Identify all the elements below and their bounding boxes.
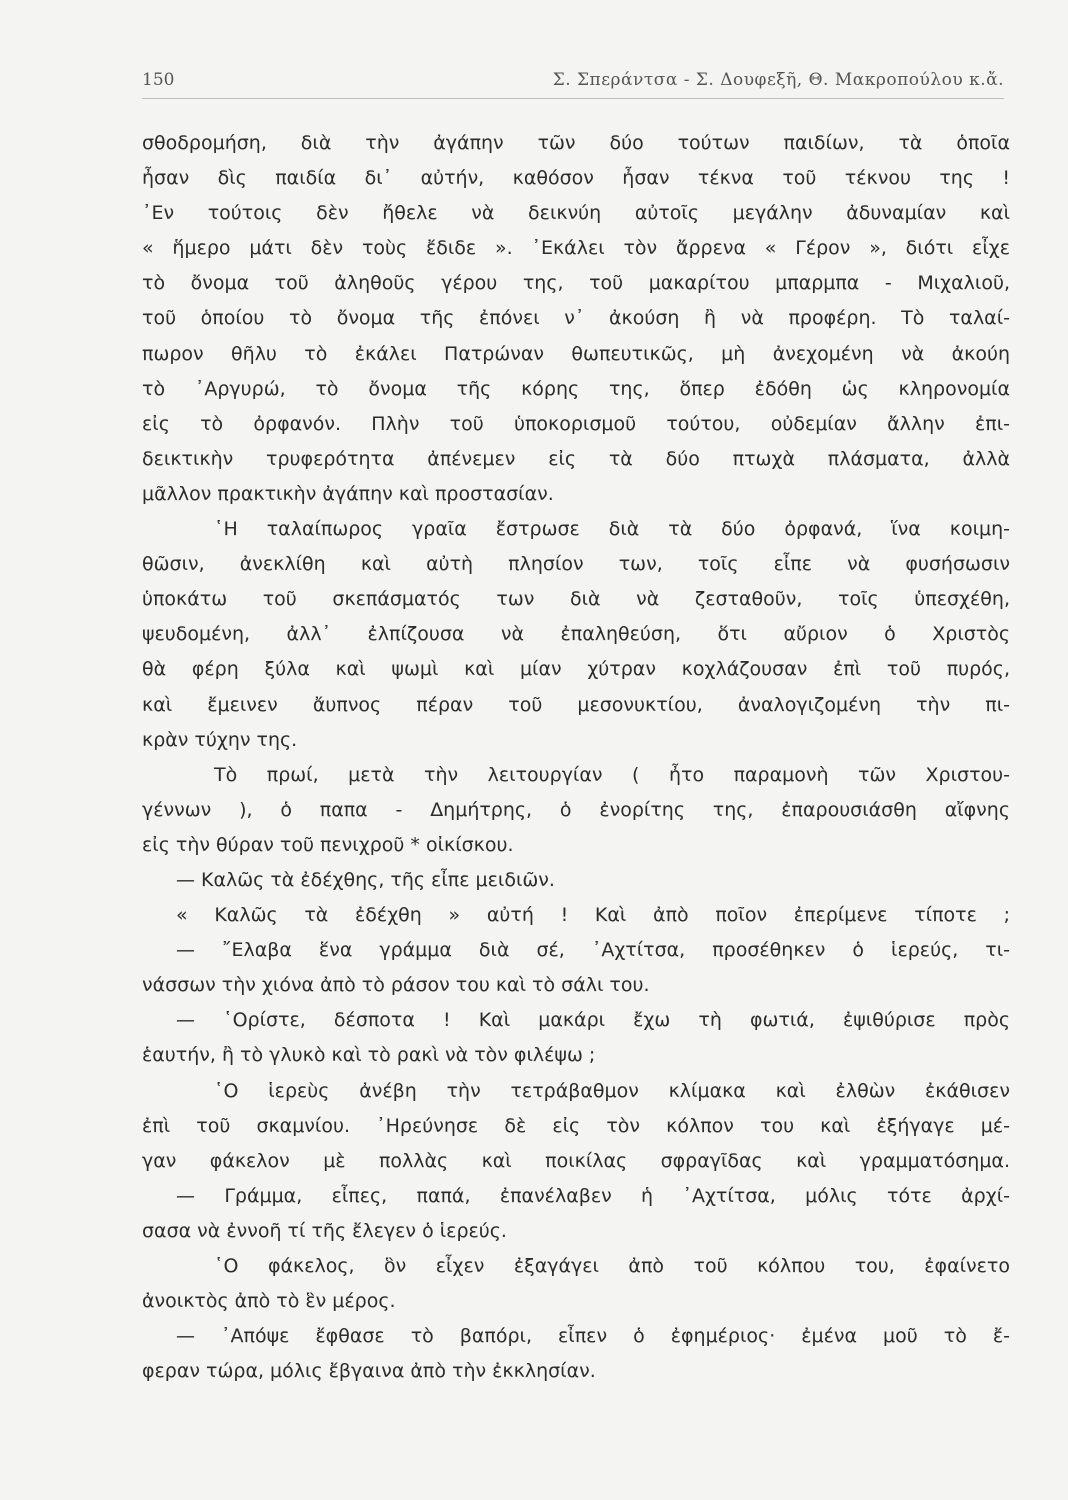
text-line: « Καλῶς τὰ ἐδέχθη » αὐτή ! Καὶ ἀπὸ ποῖον ἐπερίμενε τίποτε ; (176, 904, 1010, 927)
text-line: ῾Ο ἱερεὺς ἀνέβη τὴν τετράβαθμον κλίμακα καὶ ἐλθὼν ἐκάθισεν (214, 1079, 1010, 1102)
text-line: εἰς τὴν θύραν τοῦ πενιχροῦ * οἰκίσκου. (142, 833, 514, 856)
text-line: φεραν τώρα, μόλις ἔβγαινα ἀπὸ τὴν ἐκκλησίαν. (142, 1360, 596, 1383)
text-line: ῾Ο φάκελος, ὃν εἶχεν ἐξαγάγει ἀπὸ τοῦ κόλπου του, ἐφαίνετο (214, 1255, 1010, 1277)
text-line: Τὸ πρωί, μετὰ τὴν λειτουργίαν ( ἦτο παραμονὴ τῶν Χριστου- (214, 763, 1010, 786)
text-line: ἦσαν δὶς παιδία δι᾽ αὐτήν, καθόσον ἦσαν τέκνα τοῦ τέκνου της ! (142, 167, 1010, 190)
text-line: πωρον θῆλυ τὸ ἐκάλει Πατρώναν θωπευτικῶς, μὴ ἀνεχομένη νὰ ἀκούη (142, 342, 1010, 365)
text-line: γέννων ), ὁ παπα - Δημήτρης, ὁ ἐνορίτης της, ἐπαρουσιάσθη αἴφνης (142, 798, 1010, 821)
text-line: ὑποκάτω τοῦ σκεπάσματός των διὰ νὰ ζεσταθοῦν, τοῖς ὑπεσχέθη, (142, 588, 1010, 611)
text-line: τὸ ὄνομα τοῦ ἀληθοῦς γέρου της, τοῦ μακαρίτου μπαρμπα - Μιχαλιοῦ, (142, 272, 1010, 295)
text-line: — ῾Ορίστε, δέσποτα ! Καὶ μακάρι ἔχω τὴ φωτιά, ἐψιθύρισε πρὸς (176, 1009, 1010, 1032)
text-line: ψευδομένη, ἀλλ᾽ ἐλπίζουσα νὰ ἐπαληθεύση, ὅτι αὔριον ὁ Χριστὸς (142, 623, 1010, 646)
text-line: ἐπὶ τοῦ σκαμνίου. ᾽Ηρεύνησε δὲ εἰς τὸν κόλπον του καὶ ἐξήγαγε μέ- (142, 1114, 1010, 1137)
text-line: θῶσιν, ἀνεκλίθη καὶ αὐτὴ πλησίον των, τοῖς εἶπε νὰ φυσήσωσιν (142, 553, 1010, 576)
text-line: « ἥμερο μάτι δὲν τοὺς ἔδιδε ». ᾽Εκάλει τὸν ἄρρενα « Γέρον », διότι εἶχε (142, 237, 1010, 260)
header-rule (142, 98, 1004, 99)
page-header (142, 66, 1012, 96)
text-line: ἀνοικτὸς ἀπὸ τὸ ἓν μέρος. (142, 1290, 396, 1313)
text-line: ᾽Εν τούτοις δὲν ἤθελε νὰ δεικνύη αὐτοῖς μεγάλην ἀδυναμίαν καὶ (142, 202, 1010, 225)
page-number: 150 (142, 70, 175, 90)
text-line: εἰς τὸ ὀρφανόν. Πλὴν τοῦ ὑποκορισμοῦ τούτου, οὐδεμίαν ἄλλην ἐπι- (142, 412, 1010, 435)
text-line: — Καλῶς τὰ ἐδέχθης, τῆς εἶπε μειδιῶν. (176, 868, 555, 891)
text-line: — ῎Ελαβα ἕνα γράμμα διὰ σέ, ᾽Αχτίτσα, προσέθηκεν ὁ ἱερεύς, τι- (176, 939, 1010, 962)
text-line: σασα νὰ ἐννοῆ τί τῆς ἔλεγεν ὁ ἱερεύς. (142, 1219, 507, 1242)
text-line: τοῦ ὁποίου τὸ ὄνομα τῆς ἐπόνει ν᾽ ἀκούση ἢ νὰ προφέρη. Τὸ ταλαί- (142, 307, 1010, 330)
body-text (142, 126, 1010, 1389)
text-line: καὶ ἔμεινεν ἄυπνος πέραν τοῦ μεσονυκτίου, ἀναλογιζομένη τὴν πι- (142, 693, 1010, 716)
text-line: τὸ ᾽Αργυρώ, τὸ ὄνομα τῆς κόρης της, ὅπερ ἐδόθη ὡς κληρονομία (142, 377, 1010, 400)
text-line: θὰ φέρη ξύλα καὶ ψωμὶ καὶ μίαν χύτραν κοχλάζουσαν ἐπὶ τοῦ πυρός, (142, 658, 1010, 681)
text-line: μᾶλλον πρακτικὴν ἀγάπην καὶ προστασίαν. (142, 482, 554, 505)
text-line: νάσσων τὴν χιόνα ἀπὸ τὸ ράσον του καὶ τὸ σάλι του. (142, 974, 650, 997)
text-line: ἑαυτήν, ἢ τὸ γλυκὸ καὶ τὸ ρακὶ νὰ τὸν φιλέψω ; (142, 1044, 596, 1067)
text-line: σθοδρομήση, διὰ τὴν ἀγάπην τῶν δύο τούτων παιδίων, τὰ ὁποῖα (142, 132, 1010, 154)
text-line: — Γράμμα, εἶπες, παπά, ἐπανέλαβεν ἡ ᾽Αχτίτσα, μόλις τότε ἀρχί- (176, 1184, 1010, 1207)
running-head: Σ. Σπεράντσα - Σ. Δουφεξῆ, Θ. Μακροπούλου κ.ἄ. (552, 70, 1004, 90)
text-line: — ᾽Απόψε ἔφθασε τὸ βαπόρι, εἶπεν ὁ ἐφημέριος· ἐμένα μοῦ τὸ ἔ- (176, 1325, 1010, 1348)
text-line: γαν φάκελον μὲ πολλὰς καὶ ποικίλας σφραγῖδας καὶ γραμματόσημα. (142, 1149, 1010, 1172)
text-line: κρὰν τύχην της. (142, 728, 298, 751)
text-line: δεικτικὴν τρυφερότητα ἀπένεμεν εἰς τὰ δύο πτωχὰ πλάσματα, ἀλλὰ (142, 447, 1010, 470)
text-line: ῾Η ταλαίπωρος γραῖα ἔστρωσε διὰ τὰ δύο ὀρφανά, ἵνα κοιμη- (214, 518, 1010, 541)
